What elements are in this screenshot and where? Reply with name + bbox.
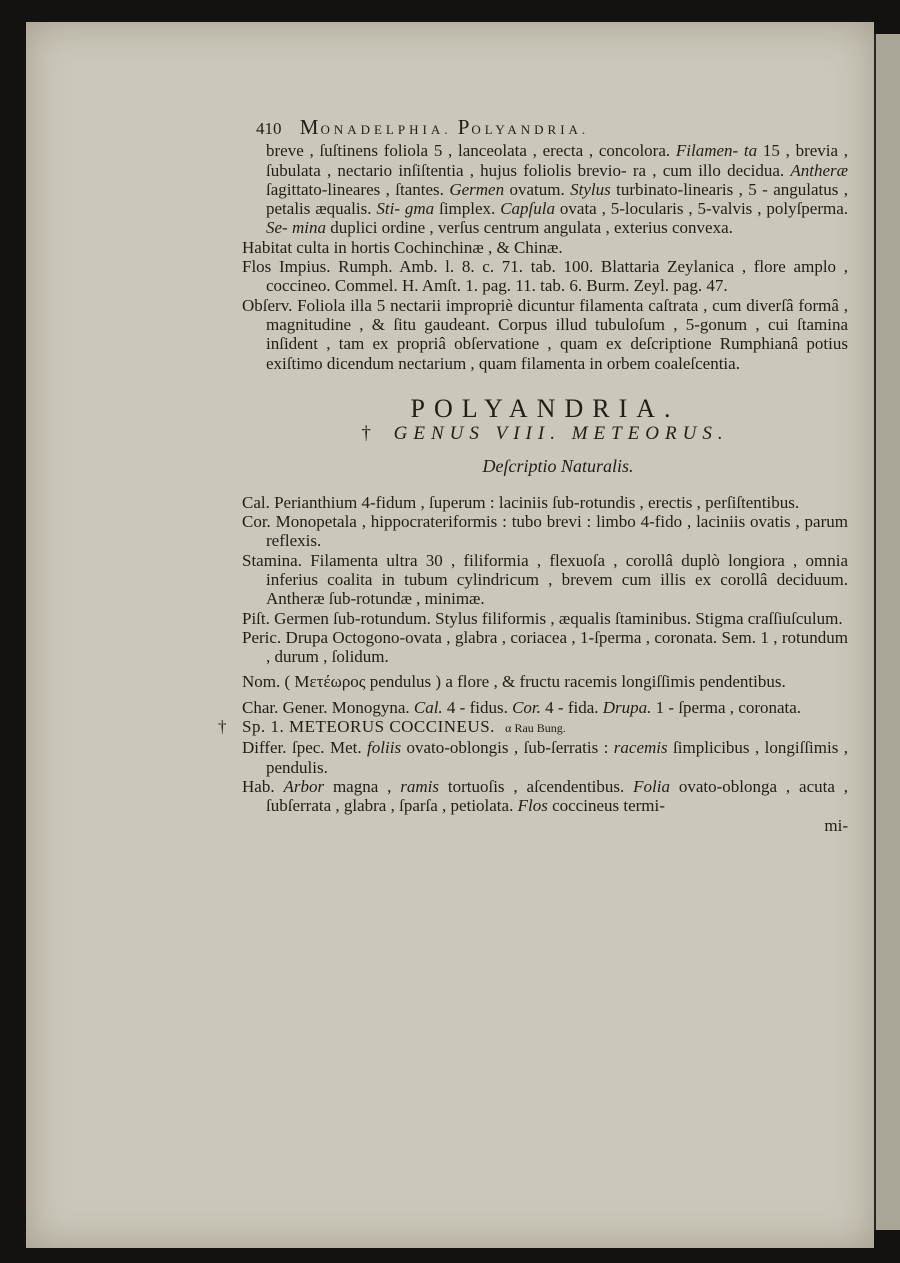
italic-term: Germen xyxy=(449,179,505,199)
italic-term: Cal. xyxy=(413,697,443,717)
habitus-entry xyxy=(242,777,848,816)
italic-term: ramis xyxy=(400,776,439,796)
observation-entry: Obſerv. Foliola illa 5 nectarii impropriè dicuntur filamenta caſtrata , cum diverſâ formâ , magnitudine , & ſitu gaudeant. Corpus illud tubuloſum , 5-gonum , cui ſtamina inſident , tam ex propriâ obſervatione , quam ex deſcriptione Rumphianâ potius exiſtimo dicendum nectarium , quam filamenta in orbem coaleſcentia. xyxy=(242,295,848,373)
header-onadelphia: ONADELPHIA. xyxy=(320,122,452,137)
italic-term: Drupa. xyxy=(602,697,652,717)
text-run: 1 - ſperma , coronata. xyxy=(655,697,802,717)
catchword: mi- xyxy=(824,815,848,835)
text-run: turbinato-linearis , 5 - angulatus , petalis æqualis. xyxy=(266,179,849,219)
italic-term: Cor. xyxy=(512,697,541,717)
italic-term: gma xyxy=(404,199,435,219)
differentia-entry xyxy=(242,738,848,777)
habitat-line: Habitat culta in hortis Cochinchinæ , & Chinæ. xyxy=(242,237,563,257)
text-run: magna , xyxy=(332,776,392,796)
pericarp-entry: Peric. Drupa Octogono-ovata , glabra , coriacea , 1-ſperma , coronata. Sem. 1 , rotundum , durum , ſolidum. xyxy=(242,627,848,667)
dagger-mark: † xyxy=(218,717,227,737)
header-initial-p: P xyxy=(457,115,472,139)
text-run: duplici ordine , verſus centrum angulata , exterius convexa. xyxy=(330,218,733,238)
italic-term: Arbor xyxy=(283,776,325,796)
italic-term: mina xyxy=(291,218,326,238)
text-run: 4 - fida. xyxy=(545,697,599,717)
text-run: 4 - fidus. xyxy=(446,697,508,717)
running-header xyxy=(256,115,848,139)
pistil-entry: Piſt. Germen ſub-rotundum. Stylus filiformis , æqualis ſtaminibus. Stigma craſſiuſculum. xyxy=(242,608,843,628)
nomen-entry: Nom. ( Μετέωρος pendulus ) a flore , & fructu racemis longiſſimis pendentibus. xyxy=(242,672,786,692)
italic-term: racemis xyxy=(613,738,668,758)
section-title: POLYANDRIA. xyxy=(410,393,680,423)
text-run: tortuoſis , aſcendentibus. xyxy=(447,776,625,796)
subheading: Deſcriptio Naturalis. xyxy=(482,456,634,477)
italic-term: Capſula xyxy=(500,199,555,219)
description-continuation xyxy=(242,141,848,237)
stamina-entry: Stamina. Filamenta ultra 30 , filiformia , flexuoſa , corollâ duplò longiora , omnia inferius coalita in tubum cylindricum , brevem cum illis ex corollâ deciduum. Antheræ ſub-rotundæ , minimæ. xyxy=(242,550,848,609)
text-run: ovato-oblonga , acuta , ſubſerrata , glabra , ſparſa , petiolata. xyxy=(266,776,849,816)
text-run: ovata , 5-locularis , 5-valvis , polyſperma. xyxy=(559,199,849,219)
text-run: Hab. xyxy=(242,776,275,796)
corolla-entry: Cor. Monopetala , hippocrateriformis : tubo brevi : limbo 4-fido , laciniis ovatis , parum reflexis. xyxy=(242,512,848,551)
text-run: Char. Gener. Monogyna. xyxy=(242,697,410,717)
italic-term: Filamen- xyxy=(675,141,739,161)
italic-term: foliis xyxy=(367,738,402,758)
text-run: ovatum. xyxy=(509,179,565,199)
italic-term: Sti- xyxy=(376,199,400,219)
text-run: ſimplex. xyxy=(439,199,496,219)
text-run: Differ. ſpec. Met. xyxy=(242,738,362,758)
species-note: α Rau Bung. xyxy=(505,721,566,736)
genus-label: GENUS VIII. METEORUS. xyxy=(393,423,729,445)
text-run: breve , ſuſtinens foliola 5 , lanceolata , erecta , concolora. xyxy=(266,141,671,161)
italic-term: Se- xyxy=(266,218,288,238)
header-olyandria: OLYANDRIA. xyxy=(471,122,590,137)
italic-term: Flos xyxy=(517,796,548,816)
text-run: ſimplicibus , longiſſimis , pendulis. xyxy=(266,738,849,777)
text-run: ra , cum illo decidua. xyxy=(632,160,785,180)
species-line xyxy=(218,717,848,738)
genus-heading xyxy=(242,424,848,443)
character-entry xyxy=(242,698,848,717)
flos-impius-entry: Flos Impius. Rumph. Amb. l. 8. c. 71. tab. 100. Blattaria Zeylanica , flore amplo , coccineo. Commel. H. Amſt. 1. pag. 11. tab. 6. Burm. Zeyl. pag. 47. xyxy=(242,257,848,296)
italic-term: Antheræ xyxy=(790,160,848,180)
calyx-entry: Cal. Perianthium 4-fidum , ſuperum : laciniis ſub-rotundis , erectis , perſiſtentibus. xyxy=(242,492,800,512)
species-name: Sp. 1. METEORUS COCCINEUS. xyxy=(242,717,495,737)
page-text xyxy=(218,115,849,835)
adjacent-page-edge xyxy=(874,34,900,1230)
text-run: 15 , brevia , ſubulata , nectario inſiſtentia , hujus foliolis brevio- xyxy=(266,141,849,180)
dagger-mark: † xyxy=(361,423,371,445)
italic-term: Folia xyxy=(633,776,670,796)
italic-term: Stylus xyxy=(570,179,611,199)
header-initial-m: M xyxy=(299,115,321,139)
italic-term: ta xyxy=(743,141,758,161)
text-run: ſagittato-lineares , ſtantes. xyxy=(266,179,444,199)
text-run: ovato-oblongis , ſub-ſerratis : xyxy=(406,738,609,758)
text-run: coccineus termi- xyxy=(552,796,665,816)
page-number: 410 xyxy=(256,119,282,138)
